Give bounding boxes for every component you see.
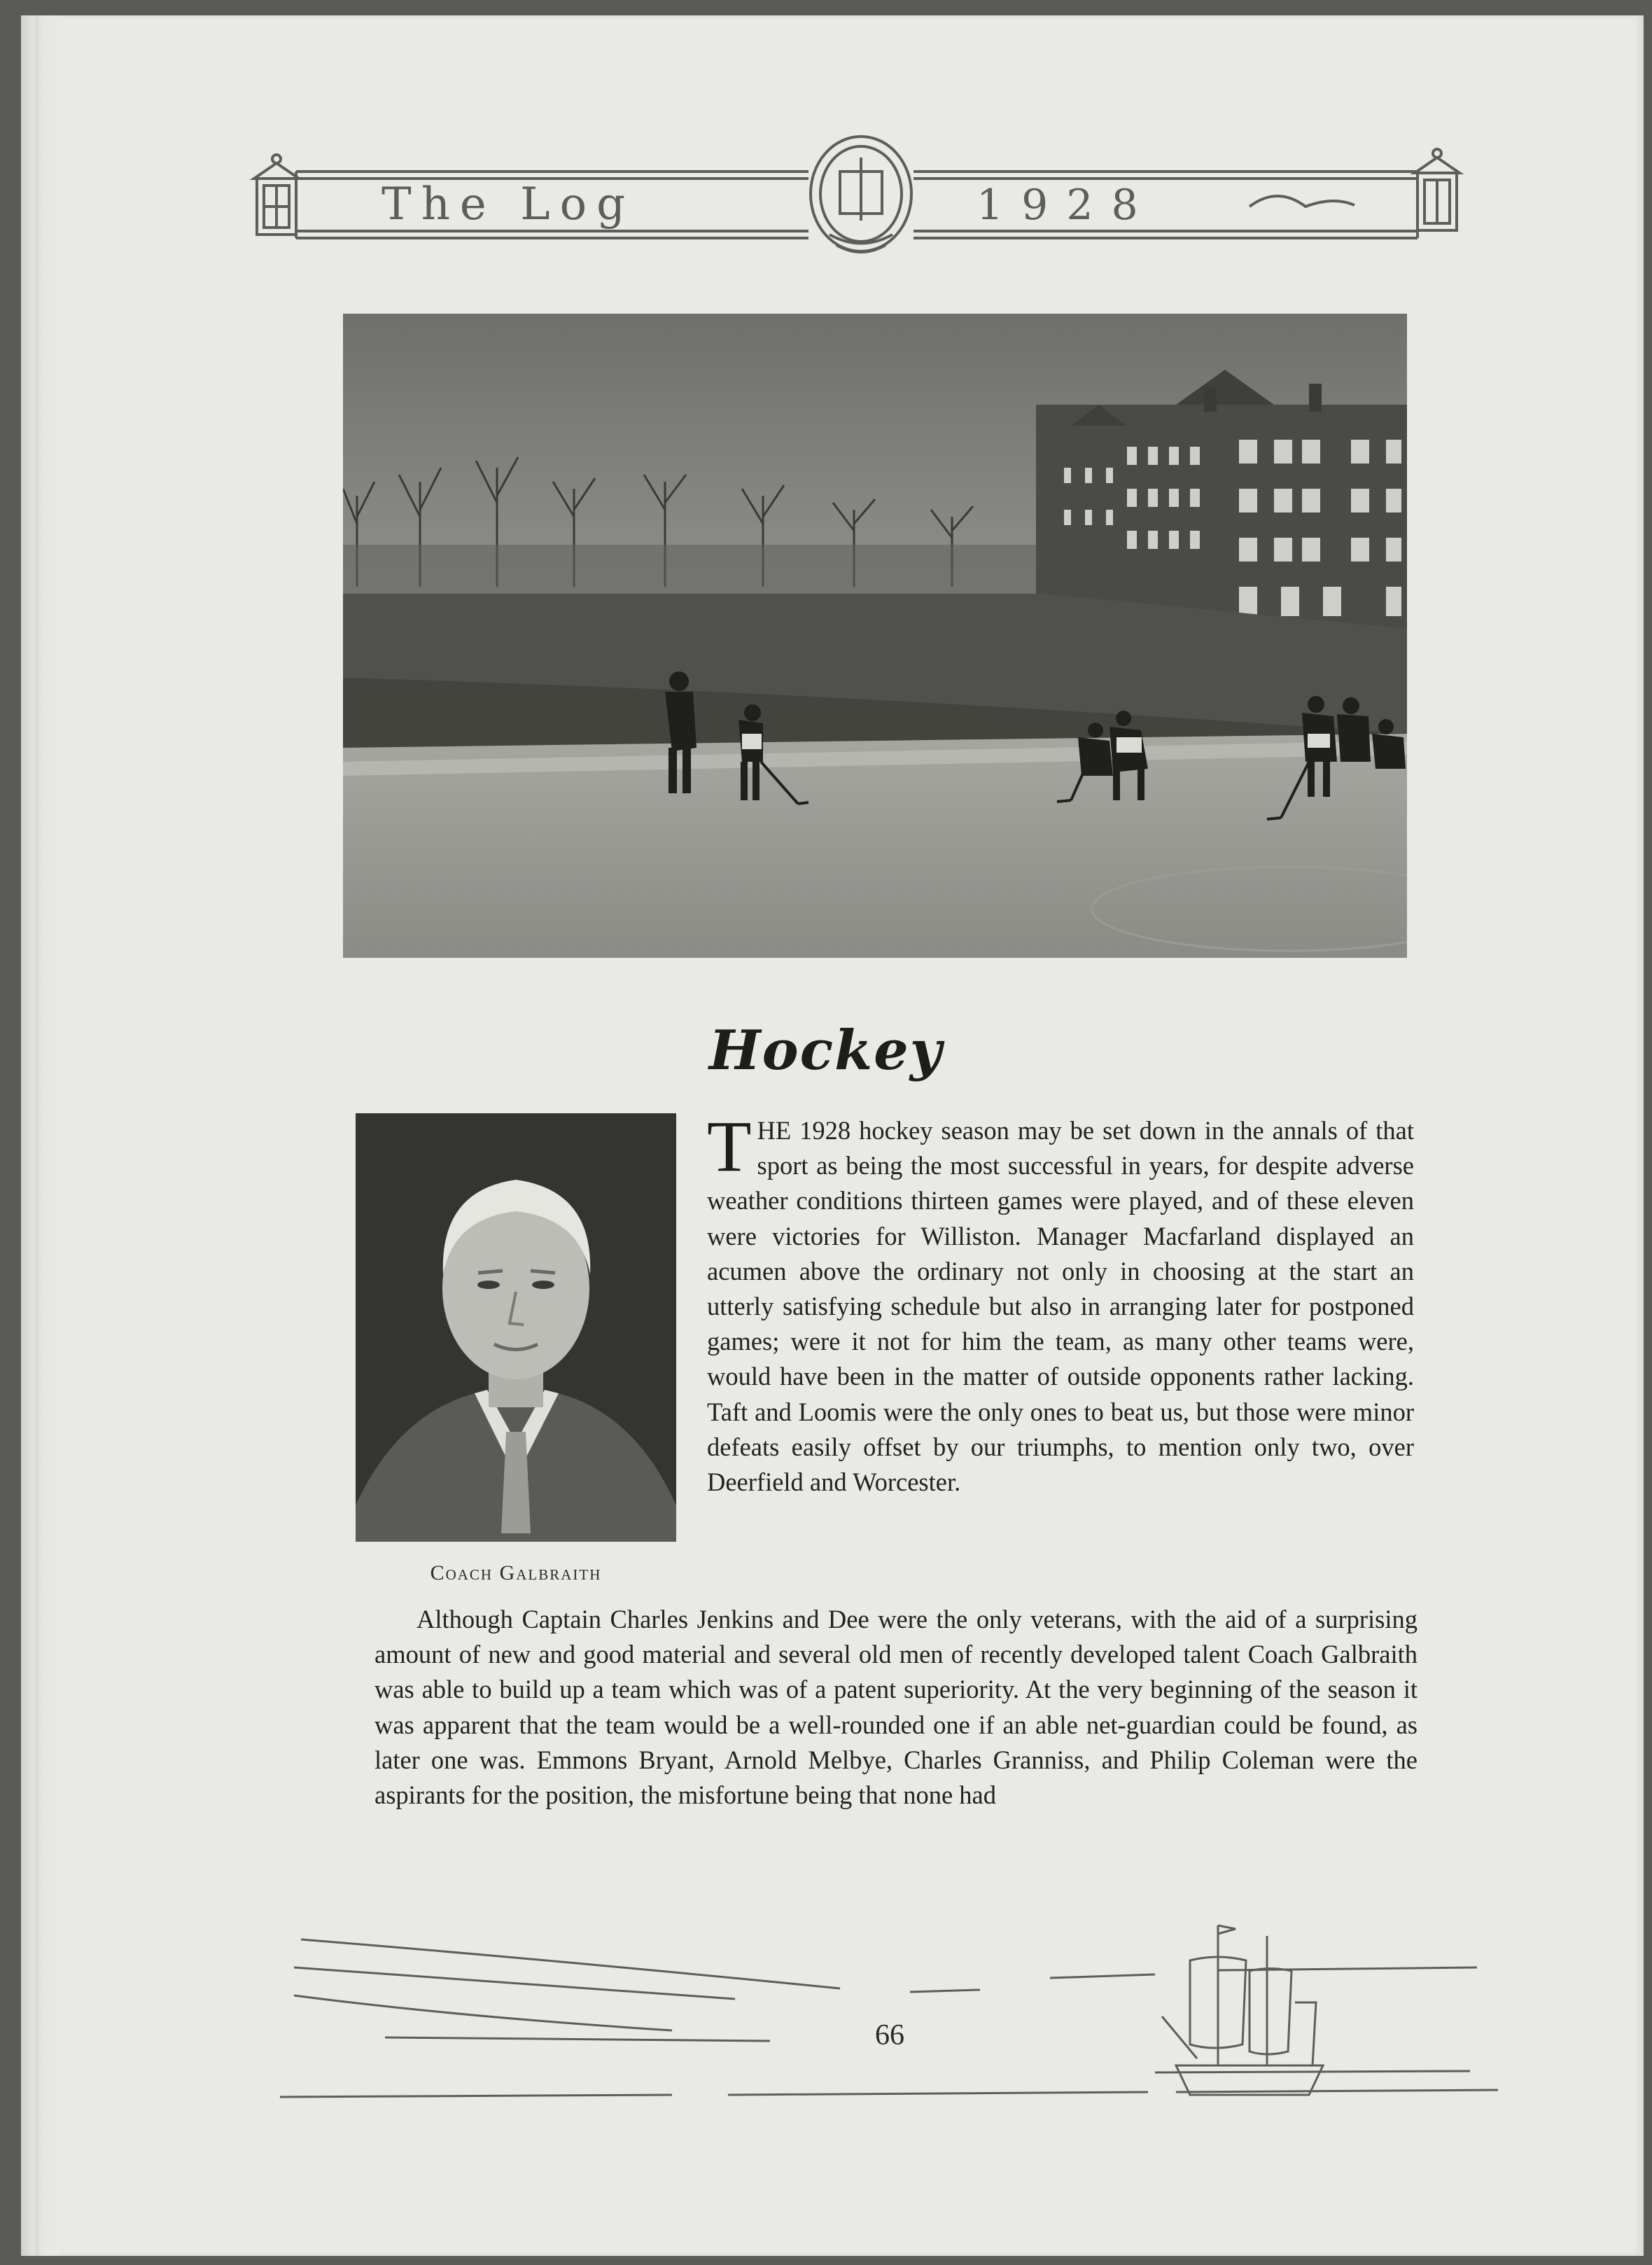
footer-ship-illustration [280,1911,1505,2121]
first-paragraph [707,1106,1414,1500]
page-number: 66 [875,2019,904,2051]
second-paragraph: Although Captain Charles Jenkins and Dee were the only veterans, with the aid of a surprising amount of new and good material and several old men of recently developed talent Coach Galbraith was able to build up a team which was of a patent superiority. At the very beginning of the season it was apparent that the team would be a well-rounded one if an able net-guardian could be found, as later one was. Emmons Bryant, Arnold Melbye, Charles Granniss, and Philip Coleman were the aspirants for the position, the misfortune being that none had [374,1605,1418,1810]
portrait-caption: Coach Galbraith [430,1561,602,1584]
header-title-right: 1928 [976,181,1156,230]
page-edge [21,15,57,2256]
first-paragraph-text: HE 1928 hockey season may be set down in the annals of that sport as being the most successful in years, for despite adverse weather conditions thirteen games were played, and of these eleven were victories for Williston. Manager Macfarland displayed an acumen above the ordinary not only in choosing at the start an utterly satisfying schedule but also in arranging later for postponed games; were it not for him the team, as many other teams were, would have been in the matter of outside opponents rather lacking. Taft and Loomis were the only ones to beat us, but those were minor defeats easily offset by our triumphs, to mention only two, over Deerfield and Worcester. [707,1116,1414,1497]
hockey-photo [343,314,1407,958]
coach-portrait [356,1113,676,1542]
drop-cap: T [707,1106,752,1187]
header-banner [248,130,1474,284]
section-heading: Hockey [708,1019,944,1082]
header-title-left: The Log [382,179,636,230]
second-paragraph-block [374,1602,1418,1813]
